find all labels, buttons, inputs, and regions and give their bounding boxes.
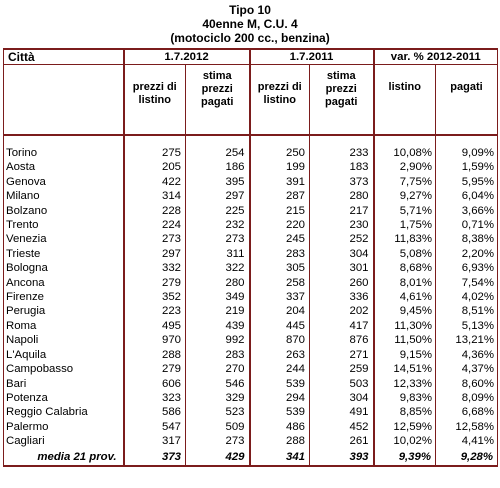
cell-var-paid: 8,51% [436,304,498,318]
cell-list-2011: 215 [250,204,310,218]
cell-list-2012: 586 [124,405,186,419]
header-date-2011: 1.7.2011 [250,49,374,65]
cell-var-list: 8,01% [374,276,436,290]
cell-paid-2011: 260 [310,276,374,290]
cell-list-2011: 391 [250,175,310,189]
average-label: media 21 prov. [4,449,124,466]
cell-var-paid: 6,04% [436,189,498,203]
cell-list-2011: 288 [250,434,310,448]
cell-var-paid: 13,21% [436,333,498,347]
cell-paid-2011: 261 [310,434,374,448]
cell-var-list: 9,27% [374,189,436,203]
cell-city: Genova [4,175,124,189]
table-row [4,362,498,376]
cell-var-list: 7,75% [374,175,436,189]
cell-list-2012: 495 [124,319,186,333]
cell-list-2012: 279 [124,362,186,376]
average-list-2011: 341 [250,449,310,466]
average-paid-2011: 393 [310,449,374,466]
header-estimated-paid-2011: stima prezzi pagati [310,65,374,136]
cell-paid-2011: 304 [310,391,374,405]
title-line-2: 40enne M, C.U. 4 [202,17,298,31]
cell-var-list: 5,71% [374,204,436,218]
cell-var-list: 8,68% [374,261,436,275]
cell-list-2011: 539 [250,405,310,419]
cell-city: Trento [4,218,124,232]
cell-var-paid: 6,68% [436,405,498,419]
header-var-paid: pagati [436,65,498,136]
cell-list-2012: 323 [124,391,186,405]
table-row [4,290,498,304]
cell-paid-2011: 280 [310,189,374,203]
cell-var-list: 4,61% [374,290,436,304]
cell-city: Torino [4,146,124,160]
cell-city: Bologna [4,261,124,275]
cell-var-list: 12,59% [374,420,436,434]
header-city: Città [4,49,124,65]
table-row [4,319,498,333]
cell-var-list: 12,33% [374,377,436,391]
cell-paid-2011: 304 [310,247,374,261]
cell-paid-2012: 322 [186,261,250,275]
cell-list-2011: 258 [250,276,310,290]
cell-var-paid: 6,93% [436,261,498,275]
cell-paid-2012: 186 [186,160,250,174]
cell-paid-2011: 503 [310,377,374,391]
header-row-sub [4,65,498,136]
cell-var-paid: 8,38% [436,232,498,246]
table-row [4,247,498,261]
cell-var-paid: 4,02% [436,290,498,304]
table-row [4,204,498,218]
cell-paid-2011: 271 [310,348,374,362]
cell-city: Bari [4,377,124,391]
cell-var-paid: 12,58% [436,420,498,434]
cell-list-2011: 305 [250,261,310,275]
average-paid-2012: 429 [186,449,250,466]
cell-list-2012: 547 [124,420,186,434]
cell-list-2011: 199 [250,160,310,174]
cell-var-list: 9,15% [374,348,436,362]
cell-list-2012: 279 [124,276,186,290]
table-row [4,304,498,318]
cell-paid-2012: 349 [186,290,250,304]
cell-list-2011: 263 [250,348,310,362]
cell-paid-2011: 233 [310,146,374,160]
table-row [4,146,498,160]
cell-list-2011: 250 [250,146,310,160]
cell-list-2011: 337 [250,290,310,304]
cell-list-2012: 422 [124,175,186,189]
cell-var-list: 8,85% [374,405,436,419]
cell-list-2011: 870 [250,333,310,347]
cell-list-2012: 332 [124,261,186,275]
cell-paid-2012: 254 [186,146,250,160]
cell-paid-2011: 491 [310,405,374,419]
cell-var-paid: 4,41% [436,434,498,448]
table-row [4,348,498,362]
cell-city: Reggio Calabria [4,405,124,419]
average-row [4,449,498,466]
cell-paid-2012: 283 [186,348,250,362]
table-row [4,377,498,391]
cell-city: Venezia [4,232,124,246]
cell-city: Cagliari [4,434,124,448]
cell-var-paid: 4,37% [436,362,498,376]
cell-var-list: 1,75% [374,218,436,232]
cell-city: Perugia [4,304,124,318]
cell-paid-2012: 280 [186,276,250,290]
table-row [4,160,498,174]
cell-city: Bolzano [4,204,124,218]
cell-var-list: 9,45% [374,304,436,318]
cell-list-2012: 314 [124,189,186,203]
title-line-3: (motociclo 200 cc., benzina) [170,31,330,45]
average-var-paid: 9,28% [436,449,498,466]
table-row [4,391,498,405]
cell-var-paid: 8,60% [436,377,498,391]
cell-paid-2012: 219 [186,304,250,318]
cell-paid-2012: 273 [186,434,250,448]
cell-var-paid: 0,71% [436,218,498,232]
cell-paid-2011: 259 [310,362,374,376]
cell-var-paid: 3,66% [436,204,498,218]
cell-list-2012: 288 [124,348,186,362]
cell-list-2012: 970 [124,333,186,347]
cell-list-2012: 273 [124,232,186,246]
cell-var-paid: 7,54% [436,276,498,290]
cell-var-list: 9,83% [374,391,436,405]
cell-city: Aosta [4,160,124,174]
cell-list-2011: 287 [250,189,310,203]
average-var-list: 9,39% [374,449,436,466]
table-row [4,232,498,246]
spacer-row [4,135,498,146]
cell-list-2012: 223 [124,304,186,318]
cell-paid-2011: 452 [310,420,374,434]
header-city-blank [4,65,124,136]
table-row [4,218,498,232]
table-row [4,261,498,275]
table-row [4,333,498,347]
cell-var-paid: 2,20% [436,247,498,261]
header-list-prices-2012: prezzi di listino [124,65,186,136]
header-date-2012: 1.7.2012 [124,49,250,65]
cell-list-2012: 317 [124,434,186,448]
cell-city: Ancona [4,276,124,290]
cell-list-2011: 244 [250,362,310,376]
cell-paid-2012: 509 [186,420,250,434]
cell-var-paid: 9,09% [436,146,498,160]
cell-city: Napoli [4,333,124,347]
cell-paid-2011: 417 [310,319,374,333]
table-row [4,420,498,434]
average-list-2012: 373 [124,449,186,466]
cell-list-2012: 297 [124,247,186,261]
cell-list-2012: 606 [124,377,186,391]
cell-list-2012: 228 [124,204,186,218]
cell-list-2012: 224 [124,218,186,232]
cell-paid-2012: 329 [186,391,250,405]
cell-city: Palermo [4,420,124,434]
cell-var-list: 11,83% [374,232,436,246]
cell-paid-2011: 301 [310,261,374,275]
cell-city: Milano [4,189,124,203]
cell-list-2011: 539 [250,377,310,391]
cell-paid-2012: 395 [186,175,250,189]
cell-paid-2012: 225 [186,204,250,218]
table-row [4,405,498,419]
header-row-top [4,49,498,65]
header-list-prices-2011: prezzi di listino [250,65,310,136]
cell-city: Firenze [4,290,124,304]
cell-list-2011: 445 [250,319,310,333]
cell-var-paid: 1,59% [436,160,498,174]
cell-paid-2011: 183 [310,160,374,174]
cell-paid-2012: 311 [186,247,250,261]
table-row [4,175,498,189]
cell-list-2011: 486 [250,420,310,434]
cell-paid-2011: 373 [310,175,374,189]
table-title [0,3,500,45]
cell-list-2011: 294 [250,391,310,405]
cell-paid-2012: 439 [186,319,250,333]
header-variation: var. % 2012-2011 [374,49,498,65]
cell-var-list: 2,90% [374,160,436,174]
cell-paid-2012: 546 [186,377,250,391]
cell-paid-2011: 252 [310,232,374,246]
table-body [4,135,498,449]
cell-var-list: 11,50% [374,333,436,347]
cell-paid-2012: 273 [186,232,250,246]
cell-paid-2011: 230 [310,218,374,232]
cell-list-2012: 275 [124,146,186,160]
cell-var-list: 10,02% [374,434,436,448]
table-row [4,276,498,290]
cell-paid-2011: 876 [310,333,374,347]
table-row [4,189,498,203]
table-row [4,434,498,448]
cell-list-2011: 245 [250,232,310,246]
cell-paid-2012: 992 [186,333,250,347]
cell-list-2011: 283 [250,247,310,261]
cell-var-list: 10,08% [374,146,436,160]
cell-var-paid: 5,95% [436,175,498,189]
cell-paid-2012: 270 [186,362,250,376]
cell-paid-2012: 232 [186,218,250,232]
cell-city: Roma [4,319,124,333]
cell-city: Campobasso [4,362,124,376]
cell-paid-2012: 523 [186,405,250,419]
cell-city: Potenza [4,391,124,405]
cell-paid-2011: 336 [310,290,374,304]
price-table [3,48,498,467]
cell-var-list: 14,51% [374,362,436,376]
cell-list-2011: 204 [250,304,310,318]
title-line-1: Tipo 10 [229,3,271,17]
cell-var-paid: 8,09% [436,391,498,405]
cell-var-list: 5,08% [374,247,436,261]
cell-paid-2012: 297 [186,189,250,203]
cell-list-2011: 220 [250,218,310,232]
cell-city: Trieste [4,247,124,261]
cell-var-paid: 4,36% [436,348,498,362]
cell-var-list: 11,30% [374,319,436,333]
cell-list-2012: 205 [124,160,186,174]
cell-paid-2011: 202 [310,304,374,318]
cell-paid-2011: 217 [310,204,374,218]
cell-var-paid: 5,13% [436,319,498,333]
header-var-list: listino [374,65,436,136]
cell-city: L'Aquila [4,348,124,362]
header-estimated-paid-2012: stima prezzi pagati [186,65,250,136]
cell-list-2012: 352 [124,290,186,304]
